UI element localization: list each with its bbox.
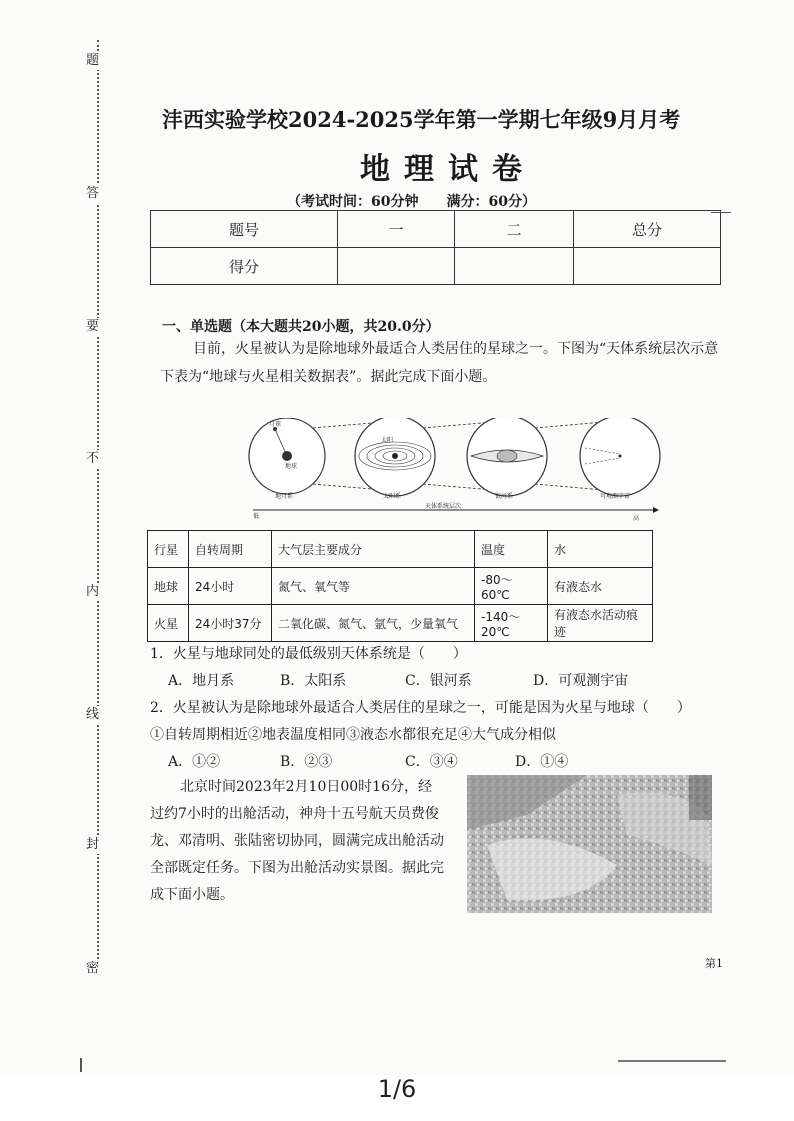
question-2: 2．火星被认为是除地球外最适合人类居住的星球之一，可能是因为火星与地球（ ） xyxy=(150,700,691,716)
option-b[interactable]: B．太阳系 xyxy=(280,673,347,689)
score-cell: 得分 xyxy=(151,248,338,285)
diagram-caption: 银河系 xyxy=(495,493,514,500)
table-cell: 有液态水活动痕迹 xyxy=(548,605,653,642)
score-input-cell[interactable] xyxy=(455,248,574,285)
score-input-cell[interactable] xyxy=(338,248,455,285)
margin-tick xyxy=(80,1058,82,1072)
score-input-cell[interactable] xyxy=(574,248,721,285)
earth-dot xyxy=(282,451,292,461)
binding-char: 要 xyxy=(86,319,100,334)
binding-char: 密 xyxy=(86,961,100,976)
earth-label: 地球 xyxy=(285,463,298,470)
option-d[interactable]: D．可观测宇宙 xyxy=(533,673,629,689)
option-b[interactable]: B．②③ xyxy=(280,754,333,770)
page-mark: 第1 xyxy=(705,957,723,970)
diagram-caption: 地月系 xyxy=(275,493,294,500)
diagram-caption: 可观测宇宙 xyxy=(600,493,631,500)
spacewalk-photo xyxy=(467,775,712,913)
passage-line: 龙、邓清明、张陆密切协同，圆满完成出舱活动 xyxy=(150,833,444,849)
table-cell: 24小时37分 xyxy=(189,605,272,642)
table-header: 自转周期 xyxy=(189,531,272,568)
binding-char: 封 xyxy=(86,837,100,852)
planet-data-table xyxy=(147,530,653,642)
option-c[interactable]: C．银河系 xyxy=(405,673,472,689)
score-cell: 二 xyxy=(455,211,574,248)
subject-title: 地理试卷 xyxy=(360,152,536,187)
binding-char: 不 xyxy=(86,451,100,466)
option-d[interactable]: D．①④ xyxy=(515,754,569,770)
table-cell: 二氧化碳、氮气、氩气，少量氧气 xyxy=(272,605,475,642)
page-number: 1/6 xyxy=(377,1075,417,1103)
table-cell: -80～60℃ xyxy=(475,568,548,605)
binding-char: 线 xyxy=(86,707,100,722)
score-table xyxy=(150,210,721,285)
sun-dot xyxy=(392,453,398,459)
passage-line: 北京时间2023年2月10日00时16分，经 xyxy=(180,779,432,795)
table-cell: 有液态水 xyxy=(548,568,653,605)
school-title: 沣西实验学校2024-2025学年第一学期七年级9月月考 xyxy=(162,107,681,132)
passage-line: 全部既定任务。下图为出舱活动实景图。据此完 xyxy=(150,860,444,876)
bottom-rule xyxy=(618,1060,726,1062)
table-cell: 地球 xyxy=(148,568,189,605)
table-header: 大气层主要成分 xyxy=(272,531,475,568)
binding-char: 内 xyxy=(86,584,100,599)
table-cell: -140～20℃ xyxy=(475,605,548,642)
option-c[interactable]: C．③④ xyxy=(405,754,458,770)
passage-line: 过约7小时的出舱活动，神舟十五号航天员费俊 xyxy=(150,806,439,822)
moon-label: 月球 xyxy=(269,421,282,428)
diagram-caption: 太阳系 xyxy=(383,493,402,500)
table-header: 温度 xyxy=(475,531,548,568)
table-header: 水 xyxy=(548,531,653,568)
celestial-system-diagram xyxy=(245,418,665,523)
binding-char: 答 xyxy=(86,186,100,201)
binding-line xyxy=(97,40,99,975)
option-a[interactable]: A．①② xyxy=(168,754,221,770)
axis-high: 高 xyxy=(633,515,640,522)
table-header: 行星 xyxy=(148,531,189,568)
score-cell: 题号 xyxy=(151,211,338,248)
question-1: 1．火星与地球同处的最低级别天体系统是（ ） xyxy=(150,646,467,662)
score-cell: 一 xyxy=(338,211,455,248)
intro-line: 下表为“地球与火星相关数据表”。据此完成下面小题。 xyxy=(160,369,497,385)
section-title: 一、单选题（本大题共20小题，共20.0分） xyxy=(162,319,440,335)
table-cell: 24小时 xyxy=(189,568,272,605)
passage-line: 成下面小题。 xyxy=(150,887,234,903)
table-cell: 氮气、氧气等 xyxy=(272,568,475,605)
exam-info: （考试时间：60分钟 满分：60分） xyxy=(287,194,536,210)
intro-line: 目前，火星被认为是除地球外最适合人类居住的星球之一。下图为“天体系统层次示意 xyxy=(193,341,719,357)
question-2-statements: ①自转周期相近②地表温度相同③液态水都很充足④大气成分相似 xyxy=(150,727,556,743)
binding-char: 题 xyxy=(86,53,100,68)
axis-title: 天体系统层次 xyxy=(425,503,462,510)
score-table-edge xyxy=(711,212,731,283)
axis-low: 低 xyxy=(253,513,260,520)
score-cell: 总分 xyxy=(574,211,721,248)
option-a[interactable]: A．地月系 xyxy=(168,673,235,689)
sun-label: 太阳 xyxy=(381,437,394,444)
table-cell: 火星 xyxy=(148,605,189,642)
